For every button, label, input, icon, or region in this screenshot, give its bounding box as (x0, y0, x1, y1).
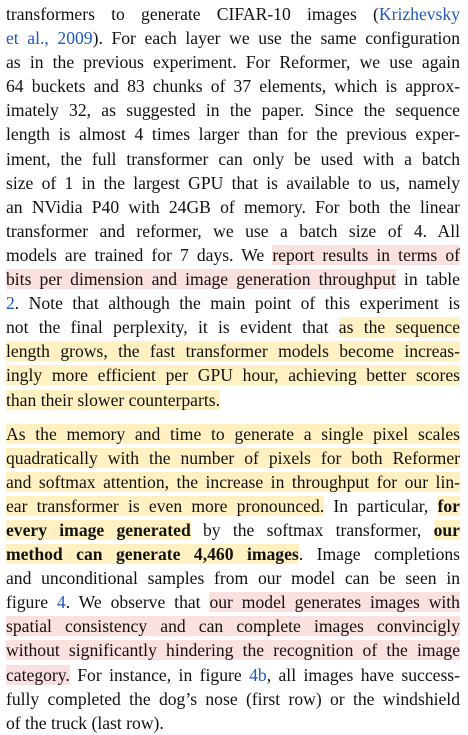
bold-text: every image generated (6, 519, 191, 540)
text-line (6, 566, 460, 590)
text-run: , all images have success- (266, 664, 461, 685)
text-line (6, 711, 460, 735)
highlighted-text: than their slower counterparts. (6, 389, 220, 410)
text-line (6, 339, 460, 363)
paragraph-2 (6, 422, 460, 735)
text-line (6, 122, 460, 146)
highlighted-text: our model generates images with (209, 592, 460, 613)
text-line (6, 446, 460, 470)
text-run: of the truck (last row). (6, 712, 164, 733)
text-line (6, 388, 460, 412)
text-line (6, 663, 460, 687)
text-run: by the softmax transformer, (190, 519, 434, 540)
highlighted-text: as the sequence (338, 317, 460, 338)
text-run: transformers to generate CIFAR-10 images ( (6, 4, 379, 24)
citation-link[interactable]: Krizhevsky (378, 4, 460, 24)
text-line (6, 98, 460, 122)
text-run: an NVidia P40 with 24GB of memory. For both the linear (6, 196, 460, 217)
text-line (6, 219, 460, 243)
text-run: size of 1 in the largest GPU that is available to us, namely (6, 172, 460, 193)
highlighted-text: length grows, the fast transformer models become increas- (6, 341, 460, 362)
text-run: in table (395, 269, 460, 290)
text-line (6, 494, 460, 518)
text-line (6, 291, 460, 315)
text-run: . Image completions (298, 544, 461, 565)
paragraph-1 (6, 2, 460, 412)
highlighted-text: category. (6, 664, 70, 685)
text-line (6, 687, 460, 711)
bold-text: for (437, 495, 460, 516)
text-line (6, 363, 460, 387)
citation-link[interactable]: 4 (56, 592, 66, 613)
text-run: . Note that although the main point of this experiment is (14, 293, 460, 314)
text-line (6, 315, 460, 339)
text-line (6, 147, 460, 171)
highlighted-text: As the memory and time to generate a single pixel scales (6, 423, 460, 444)
text-line (6, 50, 460, 74)
text-line (6, 590, 460, 614)
text-line (6, 26, 460, 50)
text-run: . We observe that (65, 592, 210, 613)
highlighted-text: ingly more efficient per GPU hour, achieving better scores (6, 365, 460, 386)
highlighted-text: spatial consistency and can complete images convincigly (6, 616, 460, 637)
citation-link[interactable]: et al., 2009 (6, 28, 93, 49)
text-line (6, 470, 460, 494)
highlighted-text: without significantly hindering the recognition of the image (6, 640, 460, 661)
text-line (6, 243, 460, 267)
citation-link[interactable]: 4b (249, 664, 267, 685)
text-run: transformer and reformer, we use a batch size of 4. All (6, 220, 460, 241)
text-line (6, 2, 460, 26)
text-run: and unconditional samples from our model can be seen in (6, 568, 460, 589)
text-run: fully completed the dog’s nose (first row) or the windshield (6, 688, 460, 709)
text-line (6, 422, 460, 446)
text-line (6, 518, 460, 542)
text-run: iment, the full transformer can only be used with a batch (6, 148, 460, 169)
text-run: not the final perplexity, it is evident that (6, 317, 339, 338)
text-run: In particular, (324, 495, 438, 516)
highlighted-text: and softmax attention, the increase in throughput for our lin- (6, 471, 460, 492)
highlighted-text: ear transformer is even more pronounced. (6, 495, 325, 516)
highlighted-text: report results in terms of (272, 244, 460, 265)
text-line (6, 614, 460, 638)
text-run: figure (6, 592, 57, 613)
text-line (6, 171, 460, 195)
highlighted-text: bits per dimension and image generation throughput (6, 269, 396, 290)
bold-text: our (433, 519, 460, 540)
text-run: ). For each layer we use the same configuration (92, 28, 460, 49)
text-line (6, 267, 460, 291)
text-run: models are trained for 7 days. We (6, 244, 273, 265)
text-line (6, 542, 460, 566)
text-run: as in the previous experiment. For Reformer, we use again (6, 52, 460, 73)
text-run: length is almost 4 times larger than for the previous exper- (6, 124, 460, 145)
text-line (6, 195, 460, 219)
text-run: For instance, in figure (69, 664, 250, 685)
text-line (6, 638, 460, 662)
highlighted-text: quadratically with the number of pixels for both Reformer (6, 447, 460, 468)
text-run: 64 buckets and 83 chunks of 37 elements, which is approx- (6, 76, 460, 97)
bold-text: method can generate 4,460 images (6, 544, 299, 565)
text-line (6, 74, 460, 98)
citation-link[interactable]: 2 (6, 293, 15, 314)
text-run: imately 32, as suggested in the paper. Since the sequence (6, 100, 460, 121)
